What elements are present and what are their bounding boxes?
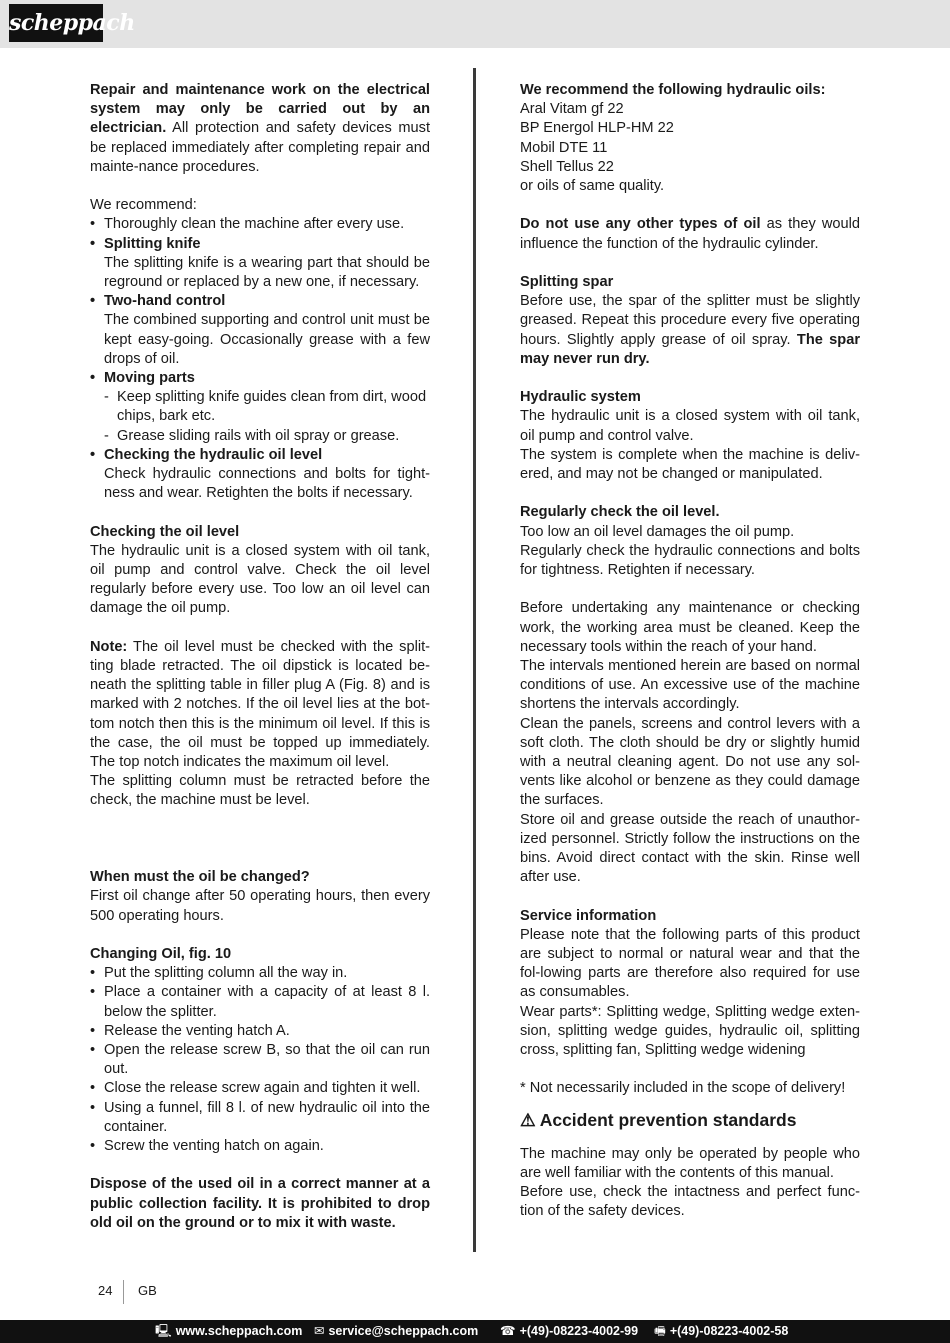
phone-icon: ☎ [500,1324,516,1338]
note-paragraph: Note: The oil level must be checked with the split-ting blade retracted. The oil dipstick is located be-neath the splitting table in filler plug A (Fig. 8) and is marked with 2 notches. If the oil level lies at the bot-tom notch then this is the minimum oil level. If this is the case, the oil must be topped up immediately. The top notch indicates the maximum oil level. [90,638,430,771]
list-item: • Open the release screw B, so that the oil can run out. [90,1042,430,1078]
page-number: 24 [98,1283,113,1298]
sub-list-item: - Grease sliding rails with oil spray or grease. [104,427,400,444]
oil-item: BP Energol HLP-HM 22 [520,120,674,137]
recommend-intro: We recommend: [90,197,197,214]
dispose-warning: Dispose of the used oil in a correct manner at a public collection facility. It is prohibited to drop old oil on the ground or to mix it with waste. [90,1176,430,1231]
email-icon: ✉ [314,1324,325,1338]
section-heading-oil-level: Checking the oil level [90,523,240,540]
section-heading-hydraulic-oils: We recommend the following hydraulic oils: [520,82,826,98]
footer-phone[interactable]: ☎ +(49)-08223-4002-99 [500,1324,639,1338]
list-item: • Place a container with a capacity of at least 8 l. below the splitter. [90,984,430,1020]
left-column: Repair and maintenance work on the electrical system may only be carried out by an electrician. All protection and safety devices must be replaced immediately after completing repair and mainte-nance procedures. We recommend: • Thoroughly clean the machine after every use. • Splitting knife The splitting knife is a wearing part that should be reground or replaced by a new one, if necessary. • Two-hand control The combined supporting and control unit must be kept easy-going. Occasionally grease with a few drops of oil. • Moving parts - Keep splitting knife guides clean from dirt, wood chips, bark etc. - Grease sliding rails with oil spray or grease. • Checking the hydraulic oil level Check hydraulic connections and bolts for tight-ness and wear. Retighten the bolts if necessary. Checking the oil level The hydraulic unit is a closed system with oil tank, oil pump and control valve. Check the oil level regularly before every use. Too low an oil level can damage the oil pump. Note: The oil level must be checked with the split-ting blade retracted. The oil dipstick is located be-neath the splitting table in filler plug A (Fig. 8) and is marked with 2 notches. If the oil level lies at the bot-tom notch then this is the minimum oil level. If this is the case, the oil must be topped up immediately. The top notch indicates the maximum oil level. The splitting column must be retracted before the check, the machine must be level. When must the oil be changed? First oil change after 50 operating hours, then every 500 operating hours. Changing Oil, fig. 10 • Put the splitting column all the way in. • Place a container with a capacity of at least 8 l. below the splitter. • Release the venting hatch A. • Open the release screw B, so that the oil can run out. • Close the release screw again and tighten it well. • Using a funnel, fill 8 l. of new hydraulic oil into the container. • Screw the venting hatch on again. Dispose of the used oil in a correct manner at a public collection facility. It is prohibited to drop old oil on the ground or to mix it with waste. [90,81,430,1233]
footer-email[interactable]: ✉ service@scheppach.com [314,1324,479,1338]
section-heading-changing-oil: Changing Oil, fig. 10 [90,946,232,963]
oil-item: Aral Vitam gf 22 [520,101,624,118]
column-divider [473,68,476,1252]
warning-icon: ⚠ [520,1109,536,1130]
oil-item: Shell Tellus 22 [520,158,614,175]
footer-website[interactable]: 🖳 www.scheppach.com [155,1324,303,1338]
list-item: • Checking the hydraulic oil level [90,446,323,463]
computer-icon: 🖳 [155,1324,172,1338]
sub-list-item: - Keep splitting knife guides clean from dirt, wood chips, bark etc. [104,389,427,425]
list-item: • Put the splitting column all the way in. [90,965,348,982]
list-item: • Using a funnel, fill 8 l. of new hydraulic oil into the container. [90,1099,430,1135]
list-item: • Two-hand control [90,293,226,310]
header-bar [0,0,950,48]
page-number-separator [123,1280,124,1304]
list-item: • Release the venting hatch A. [90,1022,290,1039]
electrical-repair-paragraph: Repair and maintenance work on the electrical system may only be carried out by an electrician. All protection and safety devices must be replaced immediately after completing repair and mainte-nance procedures. [90,82,430,175]
list-item: • Splitting knife [90,235,201,252]
scheppach-logo: scheppach [9,4,103,42]
section-heading-hydraulic-system: Hydraulic system [520,389,641,406]
footer-bar [0,1320,950,1343]
section-heading-regular-check: Regularly check the oil level. [520,504,720,521]
right-column: We recommend the following hydraulic oils: Aral Vitam gf 22 BP Energol HLP-HM 22 Mobil DTE 11 Shell Tellus 22 or oils of same quality. Do not use any other types of oil as they would influence the function of the hydraulic cylinder. Splitting spar Before use, the spar of the splitter must be slightly greased. Repeat this procedure every five operating hours. Slightly apply grease of oil spray. The spar may never run dry. Hydraulic system The hydraulic unit is a closed system with oil tank, oil pump and control valve. The system is complete when the machine is deliv-ered, and may not be changed or manipulated. Regularly check the oil level. Too low an oil level damages the oil pump. Regularly check the hydraulic connections and bolts for tightness. Retighten if necessary. Before undertaking any maintenance or checking work, the working area must be cleaned. Keep the necessary tools within the reach of your hand. The intervals mentioned herein are based on normal conditions of use. An excessive use of the machine shortens the intervals accordingly. Clean the panels, screens and control levers with a soft cloth. The cloth should be dry or slightly humid with a neutral cleaning agent. Do not use any sol-vents like alcohol or benzene as they could damage the surfaces. Store oil and grease outside the reach of unauthor-ized personnel. Strictly follow the instructions on the bins. Avoid direct contact with the skin. Rinse well after use. Service information Please note that the following parts of this product are subject to normal or natural wear and that the fol-lowing parts are therefore also required for use as consumables. Wear parts*: Splitting wedge, Splitting wedge exten-sion, splitting wedge guides, hydraulic oil, splitting cross, splitting fan, Splitting wedge widening * Not necessarily included in the scope of delivery! ⚠ Accident prevention standards The machine may only be operated by people who are well familiar with the contents of this manual. Before use, check the intactness and perfect func-tion of the safety devices. [520,82,861,1220]
footer-fax[interactable]: 🖷 +(49)-08223-4002-58 [654,1324,789,1338]
do-not-use-paragraph: Do not use any other types of oil as they would influence the function of the hydraulic cylinder. [520,216,860,252]
oil-item: or oils of same quality. [520,178,665,195]
section-heading-oil-change: When must the oil be changed? [90,869,310,886]
oil-item: Mobil DTE 11 [520,139,608,156]
list-item: • Close the release screw again and tighten it well. [90,1080,421,1097]
list-item: • Thoroughly clean the machine after every use. [90,216,405,233]
section-heading-service-information: Service information [520,907,657,924]
section-heading-accident-prevention: ⚠ Accident prevention standards [520,1107,860,1133]
delivery-footnote: * Not necessarily included in the scope of delivery! [520,1080,846,1097]
section-heading-splitting-spar: Splitting spar [520,274,614,290]
language-code: GB [138,1283,157,1298]
list-item: • Moving parts [90,370,195,387]
fax-icon: 🖷 [654,1324,666,1338]
list-item: • Screw the venting hatch on again. [90,1138,324,1155]
